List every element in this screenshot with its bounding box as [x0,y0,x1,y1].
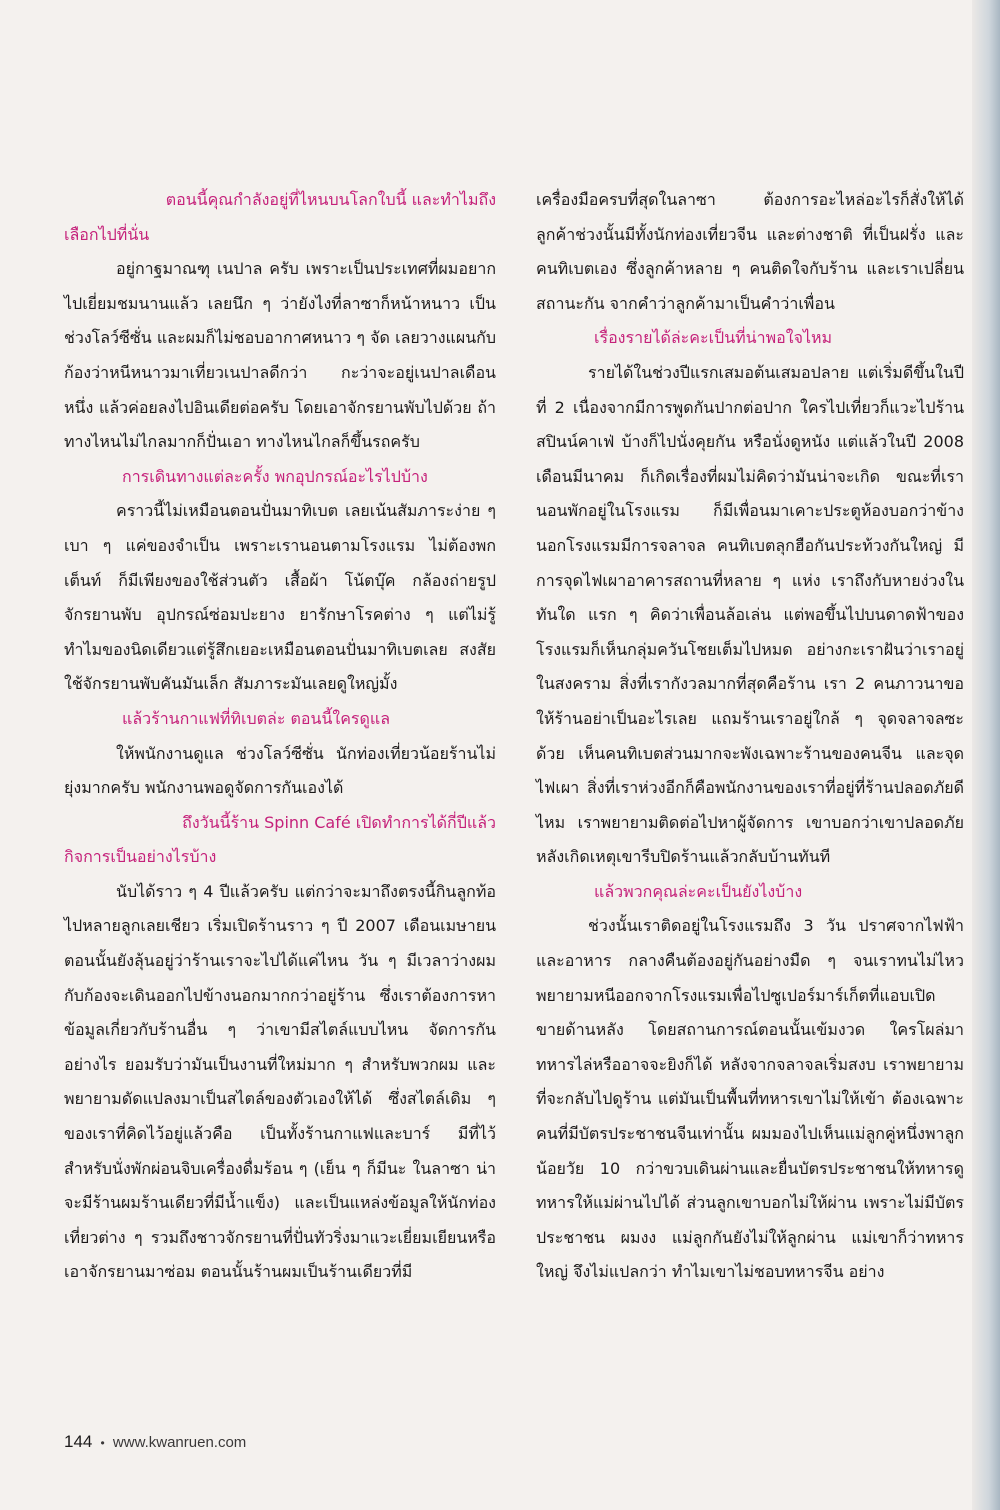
answer-paragraph: คราวนี้ไม่เหมือนตอนปั่นมาทิเบต เลยเน้นสัมภาระง่าย ๆ เบา ๆ แค่ของจำเป็น เพราะเรานอนตามโรงแรม ไม่ต้องพกเต็นท์ ก็มีเพียงของใช้ส่วนตัว เสื้อผ้า โน้ตบุ๊ค กล้องถ่ายรูป จักรยานพับ อุปกรณ์ซ่อมปะยาง ยารักษาโรคต่าง ๆ แต่ไม่รู้ทำไมของนิดเดียวแต่รู้สึกเยอะเหมือนตอนปั่นมาทิเบตเลย สงสัยใช้จักรยานพับคันมันเล็ก สัมภาระมันเลยดูใหญ่มั้ง [64,501,496,694]
interview-question: การเดินทางแต่ละครั้ง พกอุปกรณ์อะไรไปบ้าง [122,466,428,486]
answer-paragraph: รายได้ในช่วงปีแรกเสมอต้นเสมอปลาย แต่เริ่มดีขึ้นในปีที่ 2 เนื่องจากมีการพูดกันปากต่อปาก ใครไปเที่ยวก็แวะไปร้านสปินน์คาเฟ่ บ้างก็ไปนั่งคุยกัน หรือนั่งดูหนัง แต่แล้วในปี 2008 เดือนมีนาคม ก็เกิดเรื่องที่ผมไม่คิดว่ามันน่าจะเกิด ขณะที่เรานอนพักอยู่ในโรงแรม ก็มีเพื่อนมาเคาะประตูห้องบอกว่าข้างนอกโรงแรมมีการจลาจล คนทิเบตลุกฮือกันประท้วงกันใหญ่ มีการจุดไฟเผาอาคารสถานที่หลาย ๆ แห่ง เราถึงกับหายง่วงในทันใด แรก ๆ คิดว่าเพื่อนล้อเล่น แต่พอขึ้นไปบนดาดฟ้าของโรงแรมก็เห็นกลุ่มควันโชยเต็มไปหมด อย่างกะเราฝันว่าเราอยู่ในสงคราม สิ่งที่เรากังวลมากที่สุดคือร้าน เรา 2 คนภาวนาขอให้ร้านอย่าเป็นอะไรเลย แถมร้านเราอยู่ใกล้ ๆ จุดจลาจลซะด้วย เห็นคนทิเบตส่วนมากจะพังเฉพาะร้านของคนจีน และจุดไฟเผา สิ่งที่เราห่วงอีกก็คือพนักงานของเราที่อยู่ที่ร้านปลอดภัยดีไหม เราพยายามติดต่อไปหาผู้จัดการ เขาบอกว่าเขาปลอดภัยหลังเกิดเหตุเขารีบปิดร้านแล้วกลับบ้านทันที [536,362,964,867]
article-column-right [536,183,964,1290]
page-footer [64,1432,246,1452]
interview-question: ถึงวันนี้ร้าน Spinn Café เปิดทำการได้กี่ปีแล้ว [182,812,496,832]
article-column-left [64,183,496,1290]
interview-question: แล้วร้านกาแฟที่ทิเบตล่ะ ตอนนี้ใครดูแล [122,708,391,728]
answer-paragraph: นับได้ราว ๆ 4 ปีแล้วครับ แต่กว่าจะมาถึงตรงนี้กินลูกท้อไปหลายลูกเลยเชียว เริ่มเปิดร้านราว ๆ ปี 2007 เดือนเมษายน ตอนนั้นยังลุ้นอยู่ว่าร้านเราจะไปได้แค่ไหน วัน ๆ มีเวลาว่างผมกับก้องจะเดินออกไปข้างนอกมากกว่าอยู่ร้าน ซึ่งเราต้องการหาข้อมูลเกี่ยวกับร้านอื่น ๆ ว่าเขามีสไตล์แบบไหน จัดการกันอย่างไร ยอมรับว่ามันเป็นงานที่ใหม่มาก ๆ สำหรับพวกผม และพยายามดัดแปลงมาเป็นสไตล์ของตัวเองให้ได้ ซึ่งสไตล์เดิม ๆ ของเราที่คิดไว้อยู่แล้วคือ เป็นทั้งร้านกาแฟและบาร์ มีที่ไว้สำหรับนั่งพักผ่อนจิบเครื่องดื่มร้อน ๆ (เย็น ๆ ก็มีนะ ในลาซา น่าจะมีร้านผมร้านเดียวที่มีน้ำแข็ง) และเป็นแหล่งข้อมูลให้นักท่องเที่ยวต่าง ๆ รวมถึงชาวจักรยานที่ปั่นทัวริ่งมาแวะเยี่ยมเยียนหรือเอาจักรยานมาซ่อม ตอนนั้นร้านผมเป็นร้านเดียวที่มี [64,881,496,1282]
answer-paragraph: อยู่กาฐมาณฑุ เนปาล ครับ เพราะเป็นประเทศที่ผมอยากไปเยี่ยมชมนานแล้ว เลยนึก ๆ ว่ายังไงที่ลาซาก็หน้าหนาว เป็นช่วงโลว์ซีซั่น และผมก็ไม่ชอบอากาศหนาว ๆ จัด เลยวางแผนกับก้องว่าหนีหนาวมาเที่ยวเนปาลดีกว่า กะว่าจะอยู่เนปาลเดือนหนึ่ง แล้วค่อยลงไปอินเดียต่อครับ โดยเอาจักรยานพับไปด้วย ถ้าทางไหนไม่ไกลมากก็ปั่นเอา ทางไหนไกลก็ขึ้นรถครับ [64,259,496,452]
answer-paragraph: ช่วงนั้นเราติดอยู่ในโรงแรมถึง 3 วัน ปราศจากไฟฟ้า และอาหาร กลางคืนต้องอยู่กันอย่างมืด ๆ จนเราทนไม่ไหว พยายามหนีออกจากโรงแรมเพื่อไปซูเปอร์มาร์เก็ตที่แอบเปิดขายด้านหลัง โดยสถานการณ์ตอนนั้นเข้มงวด ใครโผล่มา ทหารไล่หรืออาจจะยิงก็ได้ หลังจากจลาจลเริ่มสงบ เราพยายามที่จะกลับไปดูร้าน แต่มันเป็นพื้นที่ทหารเขาไม่ให้เข้า ต้องเฉพาะคนที่มีบัตรประชาชนจีนเท่านั้น ผมมองไปเห็นแม่ลูกคู่หนึ่งพาลูกน้อยวัย 10 กว่าขวบเดินผ่านและยื่นบัตรประชาชนให้ทหารดู ทหารให้แม่ผ่านไปได้ ส่วนลูกเขาบอกไม่ให้ผ่าน เพราะไม่มีบัตรประชาชน ผมงง แม่ลูกกันยังไม่ให้ลูกผ่าน แม่เขาก็ว่าทหารใหญ่ จึงไม่แปลกว่า ทำไมเขาไม่ชอบทหารจีน อย่าง [536,916,964,1282]
footer-separator: • [100,1436,105,1450]
interview-question: แล้วพวกคุณล่ะคะเป็นยังไงบ้าง [594,881,803,901]
interview-question: เรื่องรายได้ล่ะคะเป็นที่น่าพอใจไหม [594,328,833,348]
answer-paragraph: ให้พนักงานดูแล ช่วงโลว์ซีซั่น นักท่องเที่ยวน้อยร้านไม่ยุ่งมากครับ พนักงานพอดูจัดการกันเองได้ [64,743,496,798]
footer-url: www.kwanruen.com [112,1434,247,1451]
answer-paragraph-continued: เครื่องมือครบที่สุดในลาซา ต้องการอะไหล่อะไรก็สั่งให้ได้ ลูกค้าช่วงนั้นมีทั้งนักท่องเที่ยวจีน และต่างชาติ ที่เป็นฝรั่ง และคนทิเบตเอง ซึ่งลูกค้าหลาย ๆ คนติดใจกับร้าน และเราเปลี่ยนสถานะกัน จากคำว่าลูกค้ามาเป็นคำว่าเพื่อน [536,190,964,313]
page-number: 144 [64,1432,93,1451]
interview-question: กิจการเป็นอย่างไรบ้าง [64,847,217,867]
interview-question: ตอนนี้คุณกำลังอยู่ที่ไหนบนโลกใบนี้ และทำไมถึง [165,190,496,209]
interview-question: เลือกไปที่นั่น [64,224,150,244]
page-gutter-shadow [972,0,1000,1510]
